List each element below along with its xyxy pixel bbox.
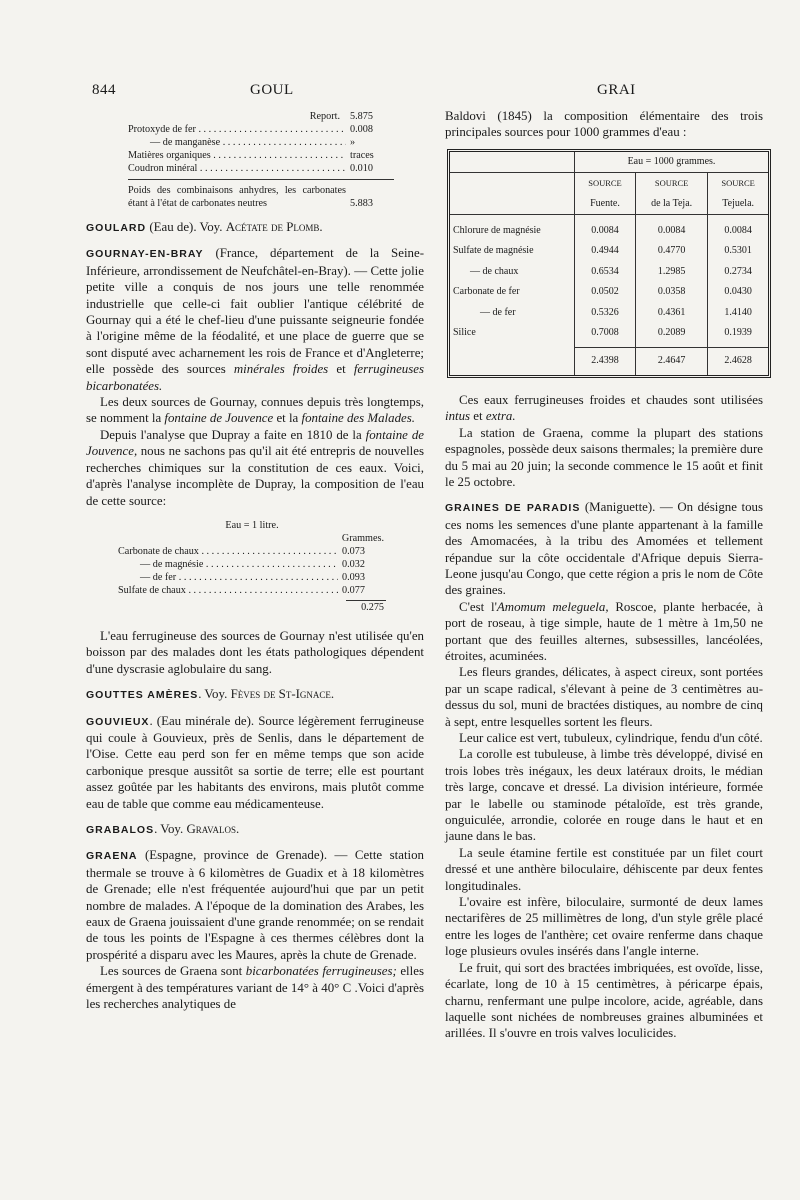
table-row: — de fer . . . 0.093 [118,571,386,584]
table-row: — de magnésie . . . 0.032 [118,558,386,571]
paragraph: Leur calice est vert, tubuleux, cylindrique, fendu d'un côté. [459,731,763,745]
left-column [86,108,424,1012]
running-head-left: GOUL [250,82,294,98]
entry-graena: GRAENA (Espagne, province de Grenade). — Cette station thermale se trouve à 6 kilomètres de Guadix et à 18 kilomètres de Grenade; elle n'est fréquentée aujourd'hui que par un petit nombre de malades. A l'époque de la domination des Arabes, les eaux de Graena jouissaient d'une grande renommée; on se rendait de tous les points de l'Espagne à ces thermes célèbres dont la prospérité a disparu avec les Maures, après la chute de Grenade. [86,848,424,962]
paragraph: La seule étamine fertile est constituée par un filet court dressé et une anthère biloculaire, déhiscente par deux fentes longitudinales. [445,845,763,893]
paragraph: Ces eaux ferrugineuses froides et chaudes sont utilisées intus et extra. [445,392,763,424]
table-row: Matières organiques . . . traces [128,149,394,162]
analysis-table: Eau = 1000 grammes. SOURCE SOURCE SOURCE Fuente. de la Teja. Tejuela. Chlorure de magnésie 0.0084 0.0084 0.0084 Sulfate de magnésie 0.4944 0.4770 0.5301 — de chaux 0.6534 1.2985 0.2734 Carbonate de fer 0.0502 0.0358 0.0430 — de fer 0.5326 0.4361 1.4140 Silice 0.7008 0.2089 0.1939 2.4398 2.4647 2.4628 [447,149,771,378]
entry-goulard: GOULARD (Eau de). Voy. Acétate de Plomb. [86,220,323,234]
paragraph: Les fleurs grandes, délicates, à aspect cireux, sont portées par un scape radical, s'élevant à peine de 3 centimètres au-dessus du sol, muni de bractées distiques, au nombre de cinq à sept, entre lesquelles sortent les fleurs. [445,665,763,729]
running-head-right: GRAI [597,82,636,98]
paragraph: La corolle est tubuleuse, à limbe très développé, divisé en trois lobes très inégaux, les deux latéraux droits, le médian très large, concave et dressé. La division intérieure, formée par le labelle ou staminode pétaloïde, est très grande, onguiculée, arrondie, colorée en rouge dans le haut et en jaune dans le bas. [445,747,763,844]
entry-graines: GRAINES DE PARADIS (Maniguette). — On désigne tous ces noms les semences d'une plante appartenant à la famille des Amomacées, à la tribu des Amomées et tellement répandue sur la côte occidentale d'Afrique depuis Sierra-Leone jusqu'au Congo, que cette région a pris le nom de Côte des graines. [445,500,763,598]
paragraph: Les deux sources de Gournay, connues depuis très longtemps, se nomment la fontaine de Jouvence et la fontaine des Malades. [86,395,424,426]
paragraph: Les sources de Graena sont bicarbonatées ferrugineuses; elles émergent à des températures variant de 14° à 40° C .Voici d'après les recherches analytiques de [86,964,424,1012]
entry-gouttes: GOUTTES AMÈRES. Voy. Fèves de St-Ignace. [86,687,335,702]
table-row: Carbonate de fer 0.0502 0.0358 0.0430 [450,282,768,302]
composition-table: Eau = 1 litre. Grammes. Carbonate de chaux . . . 0.073 — de magnésie . . . 0.032 — de fer . . . 0.093 Sulfate de chaux . . . 0.077 0.275 [118,519,386,614]
entry-gournay: GOURNAY-EN-BRAY (France, département de la Seine-Inférieure, arrondissement de Neufchâtel-en-Bray). — Cette jolie petite ville a conquis de nos jours une telle renommée industrielle que celle-ci fait oublier l'antique célébrité de Gournay qui a été le chef-lieu d'une puissante seigneurie fondée à l'origine même de la féodalité, et une place de guerre que se sont disputé avec acharnement les rois de France et d'Angleterre; elle possède des sources minérales froides et ferrugineuses bicarbonatées. [86,246,424,393]
table-row: Protoxyde de fer . . . 0.008 [128,123,394,136]
column-header: Tejuela. [708,194,768,215]
paragraph: La station de Graena, comme la plupart des stations espagnoles, possède deux saisons thermales; la première dure du 5 mai au 20 juin; la seconde commence le 15 août et finit le 25 octobre. [445,425,763,489]
table-row: — de manganèse . . . » [128,136,394,149]
paragraph: Baldovi (1845) la composition élémentaire des trois principales sources pour 1000 grammes d'eau : [445,109,763,140]
table-row: Coudron minéral . . . 0.010 [128,162,394,175]
table-row: — de chaux 0.6534 1.2985 0.2734 [450,262,768,282]
table-total-row: 2.4398 2.4647 2.4628 [450,348,768,375]
entry-gouvieux: GOUVIEUX. (Eau minérale de). Source légèrement ferrugineuse qui coule à Gouvieux, près de Senlis, dans le département de l'Oise. Cette eau perd son fer en même temps que son acide carbonique presque aussitôt sa sortie de terre; elle est pourtant assez goûtée par les habitants des environs, mais plutôt comme eau de table que comme eau médicamenteuse. [86,713,424,811]
paragraph: C'est l'Amomum meleguela, Roscoe, plante herbacée, à port de roseau, à tige simple, haute de 1 mètre à 1m,50 ne portant que des feuilles alternes, subsessilles, lancéolées, étroites, acuminées. [445,599,763,663]
table-row: Report. 5.875 [309,111,373,122]
report-table [128,110,394,210]
table-total-row: Poids des combinaisons anhydres, les carbonates étant à l'état de carbonates neutres 5.883 [128,185,373,209]
table-row: Sulfate de magnésie 0.4944 0.4770 0.5301 [450,241,768,261]
table-row: — de fer 0.5326 0.4361 1.4140 [450,303,768,323]
column-header: Fuente. [575,194,636,215]
table-total: 0.275 [361,601,384,613]
paragraph: Depuis l'analyse que Dupray a faite en 1810 de la fontaine de Jouvence, nous ne sachons pas qu'il ait été entrepris de nouvelles recherches chimiques sur la constitution de ces eaux. Voici, d'après l'analyse incomplète de Dupray, la composition de l'eau de cette source: [86,427,424,508]
right-column [445,108,763,1042]
table-group-header: Eau = 1000 grammes. [575,152,769,173]
paragraph: L'ovaire est infère, biloculaire, surmonté de deux lames nectarifères de 25 millimètres de long, d'un style grêle placé entre les loges de l'anthère; cet ovaire renferme dans chaque loge plusieurs ovules insérés dans l'angle interne. [445,895,763,959]
paragraph: Le fruit, qui sort des bractées imbriquées, est ovoïde, lisse, écarlate, long de 10 à 15 centimètres, à péricarpe épais, charnu, renfermant une pulpe incolore, acide, agréable, dans laquelle sont nichées de nombreuses graines albuminées et arillées. Il s'ouvre en trois valves loculicides. [445,960,763,1041]
paragraph: L'eau ferrugineuse des sources de Gournay n'est utilisée qu'en boisson par des malades dont les états pathologiques dépendent d'une dyscrasie aglobulaire du sang. [86,628,424,676]
page-number: 844 [92,82,116,98]
table-row: Chlorure de magnésie 0.0084 0.0084 0.0084 [450,215,768,242]
entry-grabalos: GRABALOS. Voy. Gravalos. [86,821,240,836]
table-row: Silice 0.7008 0.2089 0.1939 [450,323,768,348]
column-header: de la Teja. [635,194,707,215]
table-row: Carbonate de chaux . . . 0.073 [118,545,386,558]
table-row: Sulfate de chaux . . . 0.077 [118,584,386,597]
